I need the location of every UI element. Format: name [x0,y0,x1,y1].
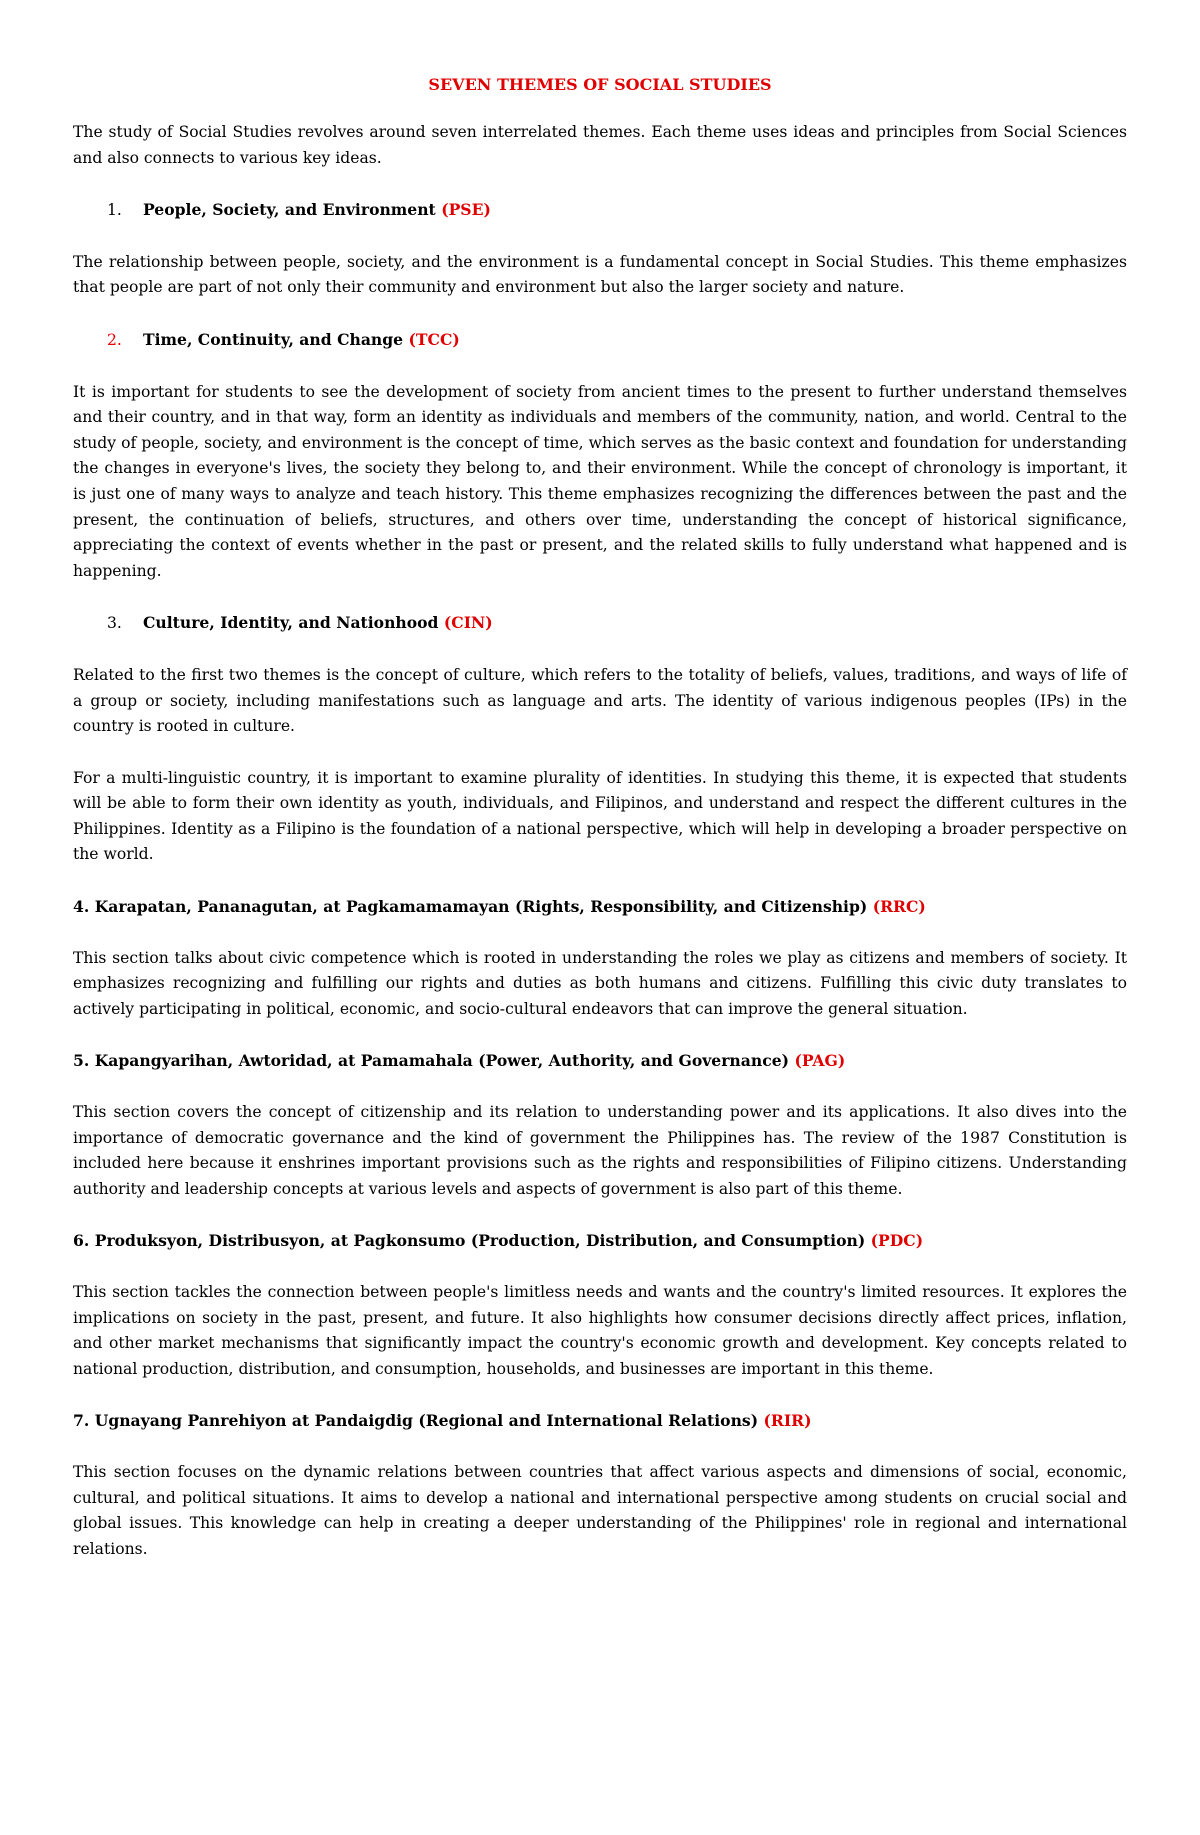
theme-heading-4 [73,894,1127,920]
theme-paragraph: This section covers the concept of citizenship and its relation to understanding power and its applications. It also dives into the importance of democratic governance and the kind of government the Philippines has. The review of the 1987 Constitution is included here because it enshrines important provisions such as the rights and responsibilities of Filipino citizens. Understanding authority and leadership concepts at various levels and aspects of government is also part of this theme. [73,1103,1127,1198]
theme-title: Culture, Identity, and Nationhood [143,613,439,633]
theme-heading-7 [73,1408,1127,1434]
theme-paragraph: This section focuses on the dynamic relations between countries that affect various aspects and dimensions of social, economic, cultural, and political situations. It aims to develop a national and international perspective among students on crucial social and global issues. This knowledge can help in creating a deeper understanding of the Philippines' role in regional and international relations. [73,1462,1127,1558]
theme-number: 2. [107,330,122,349]
theme-title: Ugnayang Panrehiyon at Pandaigdig (Regional and International Relations) [94,1411,759,1431]
theme-heading-3 [73,610,1127,637]
theme-number: 4. [73,897,90,917]
theme-heading-1 [73,197,1127,224]
page-title: SEVEN THEMES OF SOCIAL STUDIES [428,75,772,94]
theme-number: 7. [73,1411,90,1431]
theme-heading-6 [73,1228,1127,1254]
theme-abbr: (CIN) [443,613,493,633]
theme-abbr: (TCC) [408,329,460,349]
theme-abbr: (PDC) [870,1231,924,1251]
theme-heading-5 [73,1048,1127,1074]
theme-paragraph: Related to the first two themes is the concept of culture, which refers to the totality of beliefs, values, traditions, and ways of life of a group or society, including manifestations such as language and arts. The identity of various indigenous peoples (IPs) in the country is rooted in culture. [73,665,1127,736]
theme-abbr: (PAG) [794,1051,846,1071]
theme-abbr: (RRC) [872,897,926,917]
theme-heading-2 [73,327,1127,354]
theme-paragraph: This section tackles the connection between people's limitless needs and wants and the country's limited resources. It explores the implications on society in the past, present, and future. It also highlights how consumer decisions directly affect prices, inflation, and other market mechanisms that significantly impact the country's economic growth and development. Key concepts related to national production, distribution, and consumption, households, and businesses are important in this theme. [73,1283,1127,1378]
theme-title: Produksyon, Distribusyon, at Pagkonsumo (Production, Distribution, and Consumption) [94,1231,866,1251]
theme-abbr: (PSE) [441,200,491,220]
theme-title: Karapatan, Pananagutan, at Pagkamamamayan (Rights, Responsibility, and Citizenship) [94,897,868,917]
theme-paragraph: The relationship between people, society, and the environment is a fundamental concept in Social Studies. This theme emphasizes that people are part of not only their community and environment but also the larger society and nature. [73,252,1127,297]
theme-title: Kapangyarihan, Awtoridad, at Pamamahala (Power, Authority, and Governance) [94,1051,789,1071]
theme-paragraph: It is important for students to see the development of society from ancient times to the present to further understand themselves and their country, and in that way, form an identity as individuals and members of the community, nation, and world. Central to the study of people, society, and environment is the concept of time, which serves as the basic context and foundation for understanding the changes in everyone's lives, the society they belong to, and their environment. While the concept of chronology is important, it is just one of many ways to analyze and teach history. This theme emphasizes recognizing the differences between the past and the present, the continuation of beliefs, structures, and others over time, understanding the concept of historical significance, appreciating the context of events whether in the past or present, and the related skills to fully understand what happened and is happening. [73,382,1127,580]
intro-paragraph: The study of Social Studies revolves around seven interrelated themes. Each theme uses ideas and principles from Social Sciences and also connects to various key ideas. [73,123,1127,167]
document-body [73,72,1127,1588]
theme-title: Time, Continuity, and Change [143,329,404,349]
theme-abbr: (RIR) [763,1411,812,1431]
theme-title: People, Society, and Environment [143,200,436,220]
theme-paragraph: For a multi-linguistic country, it is important to examine plurality of identities. In studying this theme, it is expected that students will be able to form their own identity as youth, individuals, and Filipinos, and understand and respect the different cultures in the Philippines. Identity as a Filipino is the foundation of a national perspective, which will help in developing a broader perspective on the world. [73,768,1127,864]
theme-number: 5. [73,1051,90,1071]
theme-paragraph: This section talks about civic competence which is rooted in understanding the roles we play as citizens and members of society. It emphasizes recognizing and fulfilling our rights and duties as both humans and citizens. Fulfilling this civic duty translates to actively participating in political, economic, and socio-cultural endeavors that can improve the general situation. [73,948,1127,1018]
theme-number: 3. [107,614,122,633]
theme-number: 6. [73,1231,90,1251]
theme-number: 1. [107,201,122,220]
